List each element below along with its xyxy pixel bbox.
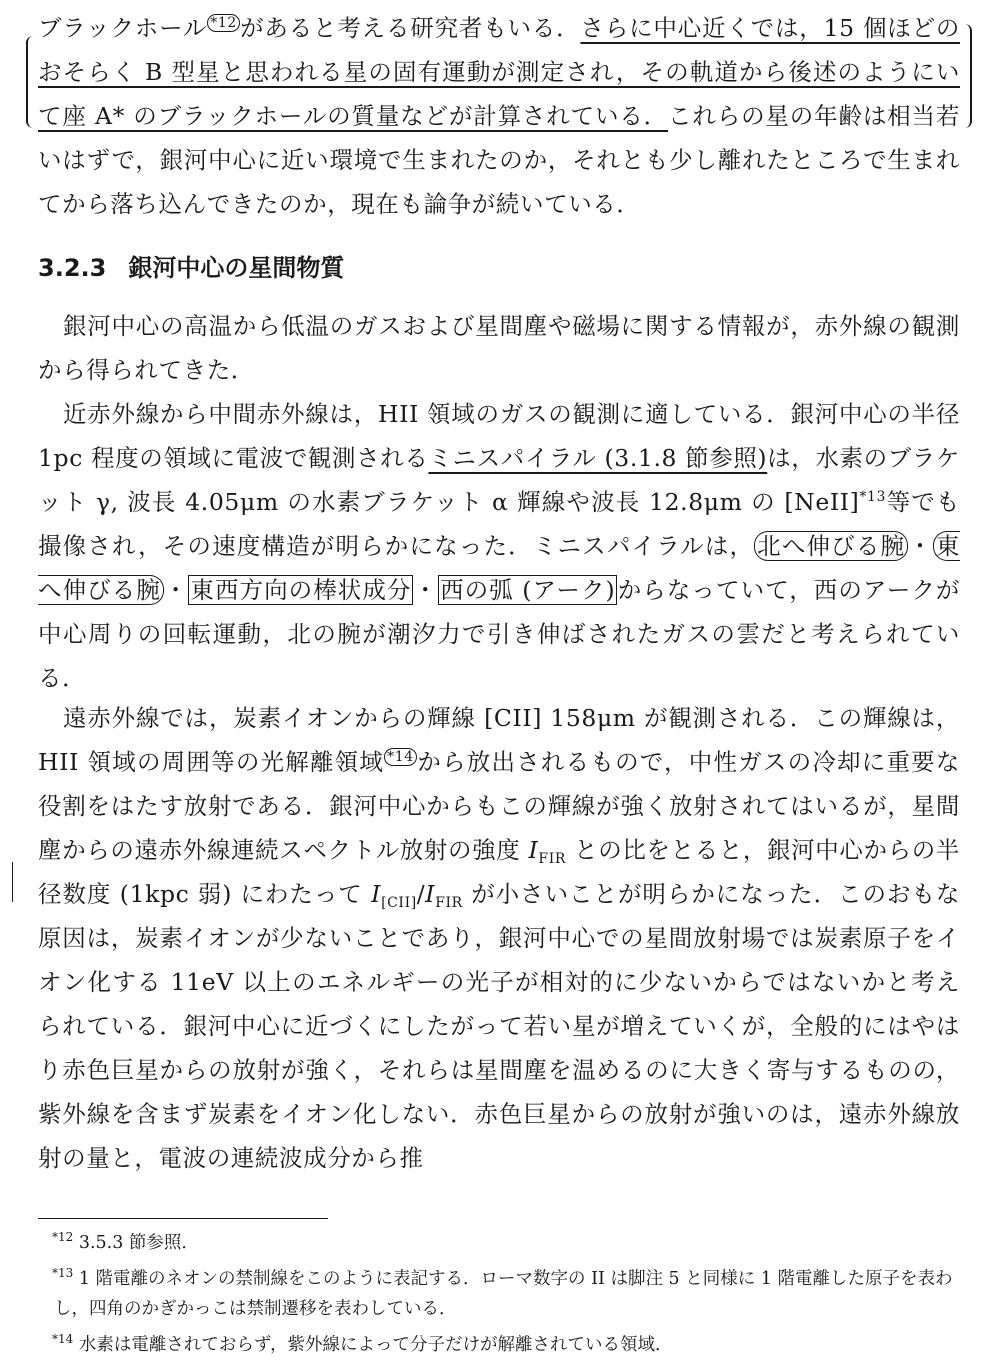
math-subscript: FIR (538, 851, 566, 867)
math-symbol: I (425, 880, 436, 908)
math-operator: / (416, 880, 426, 908)
footnote-mark: *14 (52, 1332, 74, 1346)
underlined-text: さらに中心近くでは，15 個ほどのおそらく B 型星と思われる星の固有運動が測定され， (38, 14, 960, 86)
text: 遠赤外線では，炭素イオンからの輝線 [CII] 158μm が観測される．この輝線は，HII 領域の周囲等の光解離領域 (38, 704, 960, 776)
text: との比をとると，銀河中心からの半径数度 (1kpc 弱) にわたって (38, 836, 961, 908)
text: これらの星の年齢は相当若いはずで，銀河中心に近い環境で生まれたのか，それとも少し離れたところで生まれてから落ち込んできたのか，現在も論争が続いている． (38, 102, 960, 218)
footnote-12 (38, 1228, 974, 1258)
footnote-mark: *12 (52, 1230, 74, 1244)
underlined-text: ミニスパイラル (3.1.8 節参照) (428, 444, 768, 472)
section-heading (38, 248, 938, 288)
text: は，水素のブラケット γ, 波長 4.05μm の水素ブラケット α 輝線や波長 12.8μm の [NeII] (38, 444, 961, 516)
section-number: 3.2.3 (38, 254, 107, 282)
footnote-ref-12[interactable]: *12 (207, 14, 240, 32)
footnote-text: 水素は電離されておらず，紫外線によって分子だけが解離されている領域． (73, 1335, 673, 1355)
paragraph-ir-overview: 銀河中心の高温から低温のガスおよび星間塵や磁場に関する情報が，赤外線の観測から得られてきた． (38, 312, 960, 384)
paragraph-mir (38, 392, 960, 700)
text: が小さいことが明らかになった．このおもな原因は，炭素イオンが少ないことであり，銀河中心での星間放射場では炭素原子をイオン化する 11eV 以上のエネルギーの光子が相対的に少ないからではないかと考えられている．銀河中心に近づくにしたがって若い星が増えていくが，全般的にはやはり赤色巨星からの放射が強く，それらは星間塵を温めるのに大きく寄与するものの，紫外線を含まず炭素をイオン化しない．赤色巨星からの放射が強いのは，遠赤外線放射の量と，電波の連続波成分から推 (38, 880, 961, 1172)
paragraph-intro (38, 6, 960, 226)
footnote-text: 1 階電離のネオンの禁制線をこのように表記する．ローマ数字の II は脚注 5 と同様に 1 階電離した原子を表わし，四角のかぎかっこは禁制遷移を表わしている． (54, 1269, 953, 1319)
footnote-rule (38, 1218, 328, 1219)
text: 近赤外線から中間赤外線は，HII 領域のガスの観測に適している．銀河中心の半径 1pc 程度の領域に電波で観測される (38, 400, 960, 472)
underlined-text: その軌道から後述のようにいて座 A* のブラックホールの質量などが計算されている． (38, 58, 960, 130)
text: からなっていて，西のアークが中心周りの回転運動，北の腕が潮汐力で引き伸ばされたガスの雲だと考えられている． (38, 576, 960, 692)
handwritten-bracket-right (958, 24, 972, 128)
paragraph-fir (38, 696, 960, 1180)
circled-term: 東へ伸びる腕 (38, 532, 960, 604)
footnote-14 (38, 1330, 974, 1360)
math-symbol: I (371, 880, 382, 908)
circled-term: 北へ伸びる腕 (754, 531, 908, 561)
boxed-term: 西の弧 (アーク) (440, 576, 616, 604)
separator: ・ (413, 576, 439, 604)
footnote-ref-13[interactable]: *13 (859, 489, 887, 505)
math-symbol: I (528, 836, 539, 864)
boxed-term: 東西方向の棒状成分 (190, 576, 412, 604)
separator: ・ (908, 532, 933, 560)
margin-pencil-mark (12, 862, 13, 902)
math-subscript: [CII] (381, 895, 417, 911)
handwritten-bracket-left (26, 36, 40, 128)
text: から放出されるもので，中性ガスの冷却に重要な役割をはたす放射である．銀河中心からもこの輝線が強く放射されてはいるが，星間塵からの遠赤外線連続スペクトル放射の強度 (38, 748, 960, 864)
footnote-ref-14[interactable]: *14 (384, 748, 417, 766)
footnote-mark: *13 (52, 1266, 74, 1280)
text: 等でも撮像され，その速度構造が明らかになった．ミニスパイラルは， (38, 488, 960, 560)
text: ブラックホール (38, 14, 208, 42)
math-subscript: FIR (435, 895, 463, 911)
separator: ・ (163, 576, 189, 604)
footnote-13 (38, 1264, 974, 1324)
text: があると考える研究者もいる． (239, 14, 581, 42)
section-title: 銀河中心の星間物質 (128, 254, 345, 282)
footnote-text: 3.5.3 節参照． (73, 1233, 199, 1253)
